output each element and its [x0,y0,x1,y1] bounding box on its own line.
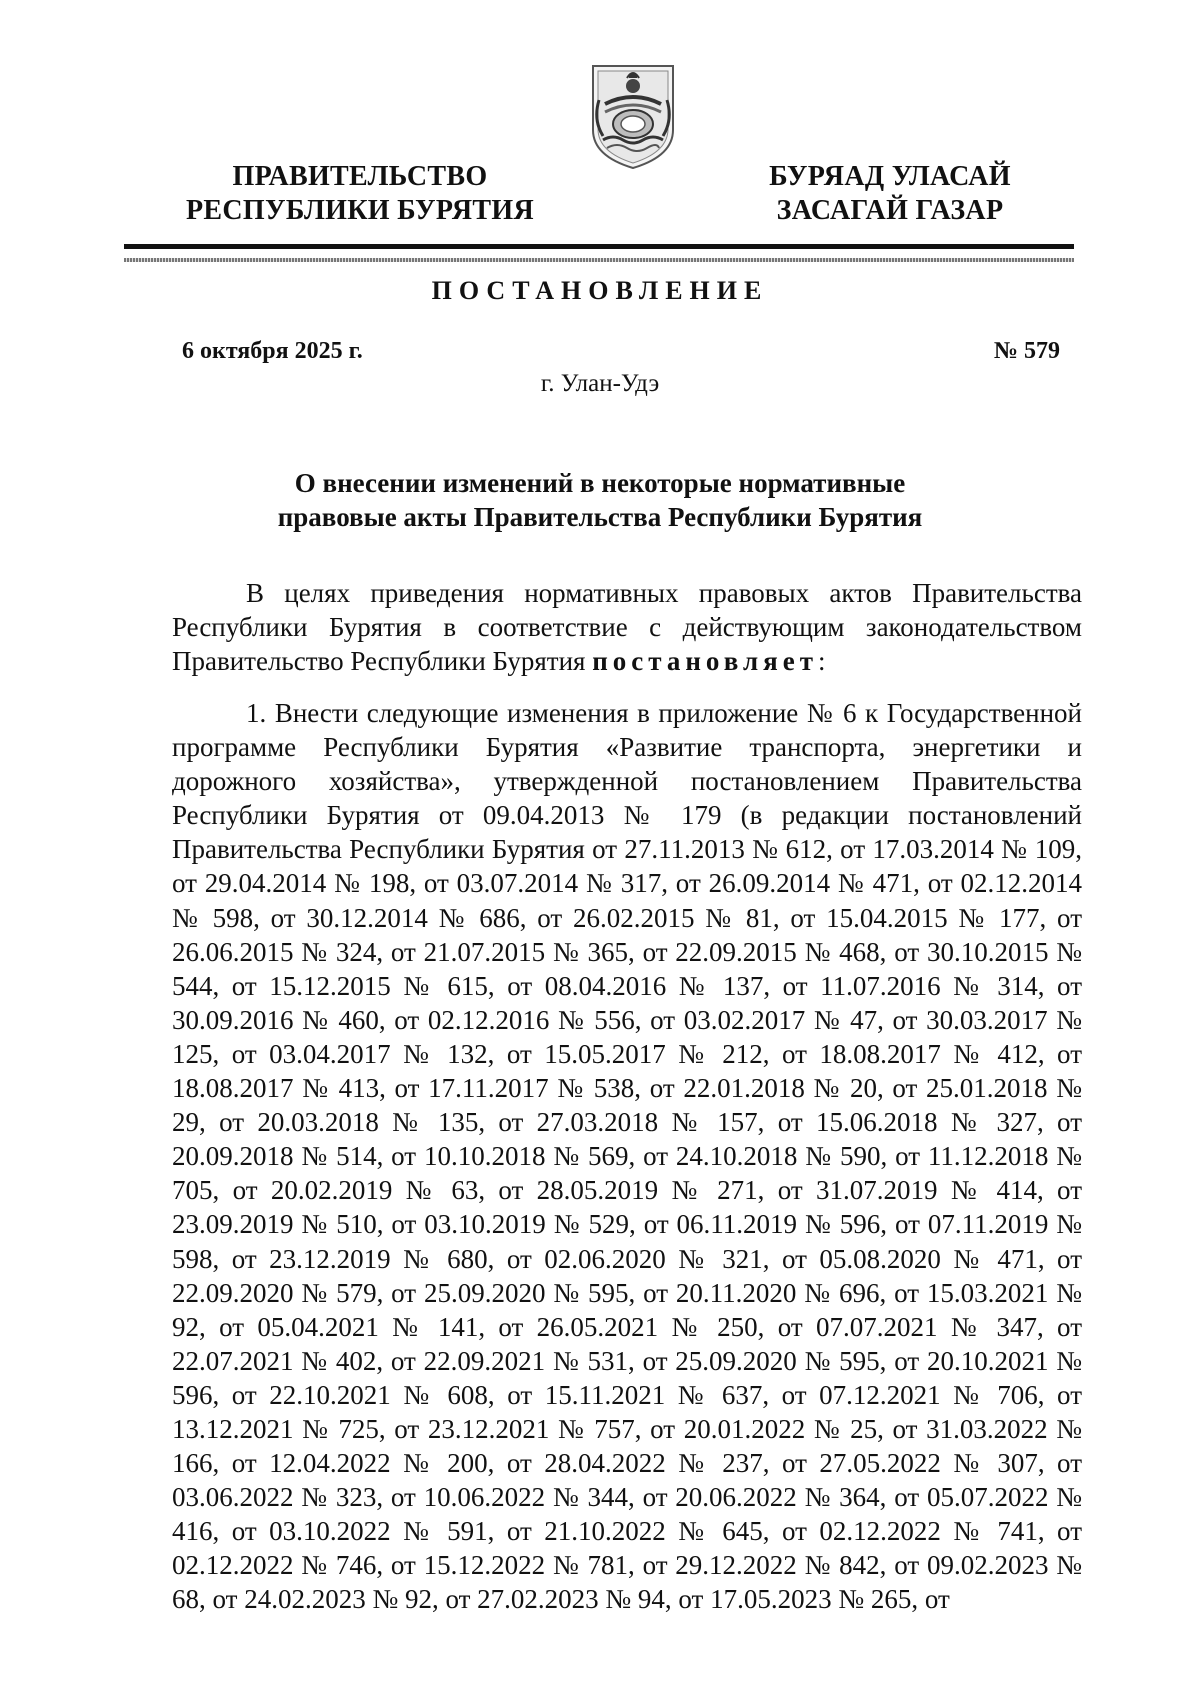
org-name-buryat [740,160,1040,228]
org-name-buryat-line1: БУРЯАД УЛАСАЙ [769,161,1011,192]
org-name-russian-line2: РЕСПУБЛИКИ БУРЯТИЯ [186,195,534,226]
document-title [200,466,1000,534]
resolve-word: постановляет [592,646,818,677]
header-divider-thin [124,258,1074,262]
intro-paragraph [172,576,1082,678]
republic-of-buryatia-emblem-icon [587,60,679,172]
header-divider-thick [124,244,1074,249]
item-1-paragraph: 1. Внести следующие изменения в приложение № 6 к Государственной программе Республики Бурятия «Развитие транспорта, энергетики и дорожного хозяйства», утвержденной постановлением Правительства Республики Бурятия от 09.04.2013 № 179 (в редакции постановлений Правительства Республики Бурятия от 27.11.2013 № 612, от 17.03.2014 № 109, от 29.04.2014 № 198, от 03.07.2014 № 317, от 26.09.2014 № 471, от 02.12.2014 № 598, от 30.12.2014 № 686, от 26.02.2015 № 81, от 15.04.2015 № 177, от 26.06.2015 № 324, от 21.07.2015 № 365, от 22.09.2015 № 468, от 30.10.2015 № 544, от 15.12.2015 № 615, от 08.04.2016 № 137, от 11.07.2016 № 314, от 30.09.2016 № 460, от 02.12.2016 № 556, от 03.02.2017 № 47, от 30.03.2017 № 125, от 03.04.2017 № 132, от 15.05.2017 № 212, от 18.08.2017 № 412, от 18.08.2017 № 413, от 17.11.2017 № 538, от 22.01.2018 № 20, от 25.01.2018 № 29, от 20.03.2018 № 135, от 27.03.2018 № 157, от 15.06.2018 № 327, от 20.09.2018 № 514, от 10.10.2018 № 569, от 24.10.2018 № 590, от 11.12.2018 № 705, от 20.02.2019 № 63, от 28.05.2019 № 271, от 31.07.2019 № 414, от 23.09.2019 № 510, от 03.10.2019 № 529, от 06.11.2019 № 596, от 07.11.2019 № 598, от 23.12.2019 № 680, от 02.06.2020 № 321, от 05.08.2020 № 471, от 22.09.2020 № 579, от 25.09.2020 № 595, от 20.11.2020 № 696, от 15.03.2021 № 92, от 05.04.2021 № 141, от 26.05.2021 № 250, от 07.07.2021 № 347, от 22.07.2021 № 402, от 22.09.2021 № 531, от 25.09.2020 № 595, от 20.10.2021 № 596, от 22.10.2021 № 608, от 15.11.2021 № 637, от 07.12.2021 № 706, от 13.12.2021 № 725, от 23.12.2021 № 757, от 20.01.2022 № 25, от 31.03.2022 № 166, от 12.04.2022 № 200, от 28.04.2022 № 237, от 27.05.2022 № 307, от 03.06.2022 № 323, от 10.06.2022 № 344, от 20.06.2022 № 364, от 05.07.2022 № 416, от 03.10.2022 № 591, от 21.10.2022 № 645, от 02.12.2022 № 741, от 02.12.2022 № 746, от 15.12.2022 № 781, от 29.12.2022 № 842, от 09.02.2023 № 68, от 24.02.2023 № 92, от 27.02.2023 № 94, от 17.05.2023 № 265, от [172,698,1082,1615]
document-city: г. Улан-Удэ [540,370,660,397]
document-title-line2: правовые акты Правительства Республики Бурятия [277,502,923,532]
document-title-line1: О внесении изменений в некоторые нормативные [294,468,906,498]
document-number: № 579 [993,338,1060,364]
document-date: 6 октября 2025 г. [182,338,363,364]
org-name-russian [180,160,540,228]
org-name-buryat-line2: ЗАСАГАЙ ГАЗАР [776,195,1004,226]
document-type: ПОСТАНОВЛЕНИЕ [431,276,769,305]
intro-end: : [817,646,826,677]
org-name-russian-line1: ПРАВИТЕЛЬСТВО [232,161,488,192]
intro-text: В целях приведения нормативных правовых актов Правительства Республики Бурятия в соответствие с действующим законодательством Правительство Республики Бурятия [172,578,1082,677]
